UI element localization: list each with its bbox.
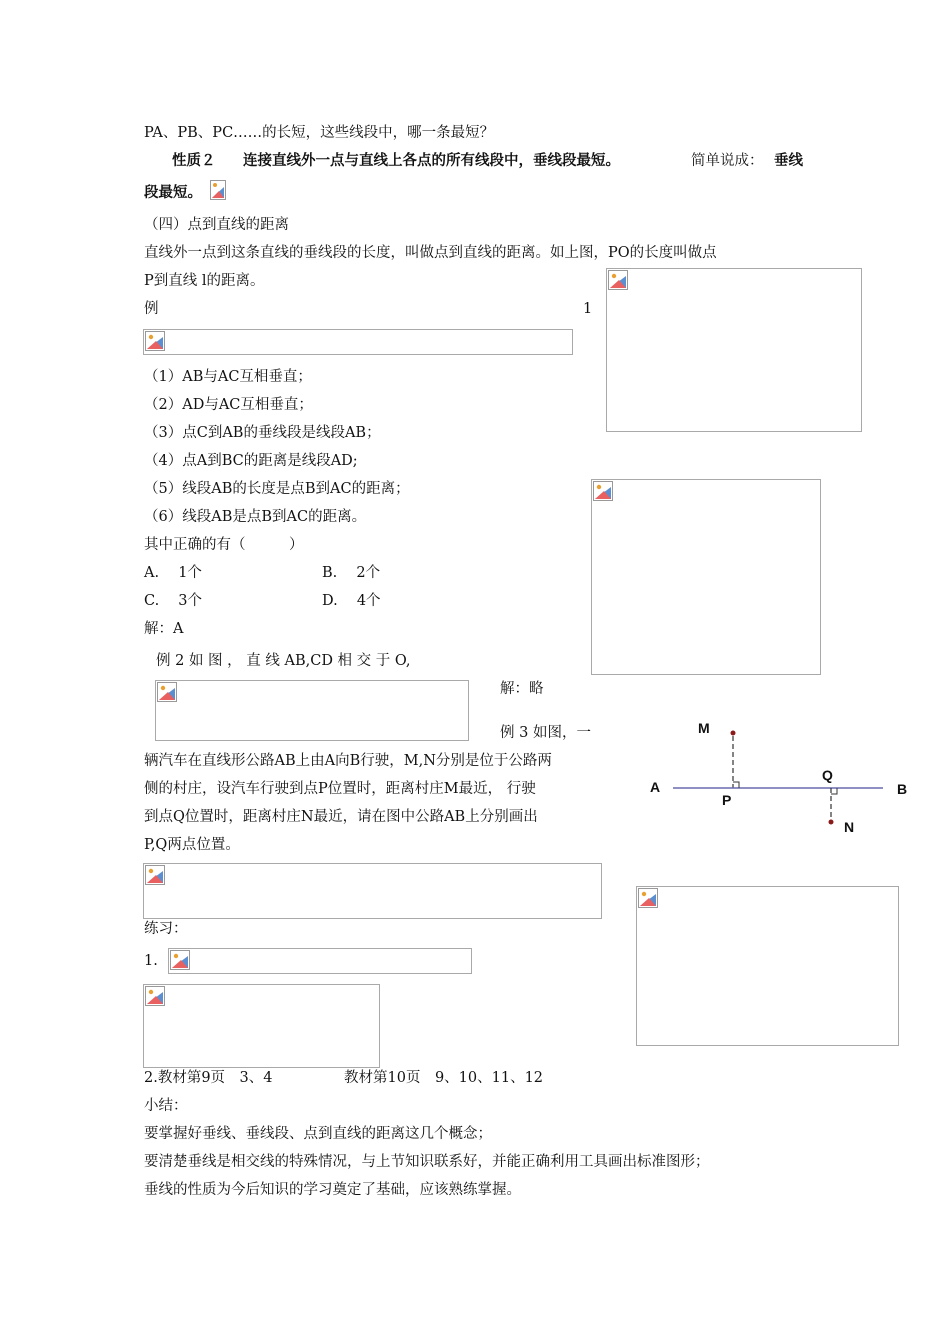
example-3-head: 例 3 如图，一	[500, 725, 591, 741]
right-angle-q	[831, 788, 837, 794]
summary-line: 要清楚垂线是相交线的特殊情况，与上节知识联系好，并能正确利用工具画出标准图形；	[144, 1154, 710, 1170]
label-n: N	[844, 819, 855, 835]
image-placeholder-ex1	[143, 329, 573, 355]
property-2-short-cont: 段最短。	[144, 185, 202, 201]
right-angle-p	[733, 782, 739, 788]
broken-image-icon	[593, 481, 613, 501]
image-placeholder-practice-2	[143, 984, 380, 1068]
option-a: A. 1个	[144, 565, 202, 581]
property-2-text: 连接直线外一点与直线上各点的所有线段中，垂线段最短。	[243, 153, 620, 169]
definition-line-1: 直线外一点到这条直线的垂线段的长度，叫做点到直线的距离。如上图，PO的长度叫做点	[144, 245, 717, 261]
example-1-item: （1）AB与AC互相垂直；	[144, 369, 312, 385]
practice-2-a: 2.教材第9页 3、4	[144, 1070, 273, 1086]
example-2-answer: 解：略	[500, 681, 544, 697]
label-m: M	[698, 720, 710, 736]
example-1-item: （6）线段AB是点B到AC的距离。	[144, 509, 367, 525]
example-1-item: （4）点A到BC的距离是线段AD;	[144, 453, 358, 469]
example-3-line: 辆汽车在直线形公路AB上由A向B行驶，M,N分别是位于公路两	[144, 753, 552, 769]
summary-line: 要掌握好垂线、垂线段、点到直线的距离这几个概念；	[144, 1126, 492, 1142]
image-placeholder-ex2	[155, 680, 469, 741]
example-1-item: （2）AD与AC互相垂直；	[144, 397, 313, 413]
example-1-item: （5）线段AB的长度是点B到AC的距离；	[144, 481, 410, 497]
summary-line: 垂线的性质为今后知识的学习奠定了基础，应该熟练掌握。	[144, 1182, 521, 1198]
broken-image-icon	[145, 865, 165, 885]
point-m	[731, 731, 736, 736]
intro-line: PA、PB、PC……的长短，这些线段中，哪一条最短？	[144, 125, 495, 141]
example-3-line: 侧的村庄，设汽车行驶到点P位置时，距离村庄M最近， 行驶	[144, 781, 536, 797]
image-placeholder-1	[606, 268, 862, 432]
image-placeholder-2	[591, 479, 821, 675]
broken-image-icon	[210, 180, 226, 200]
definition-line-2: P到直线 l的距离。	[144, 273, 265, 289]
option-c: C. 3个	[144, 593, 203, 609]
practice-1-label: 1.	[144, 953, 158, 969]
image-placeholder-practice-1	[168, 948, 472, 974]
option-d: D. 4个	[322, 593, 381, 609]
broken-image-icon	[638, 888, 658, 908]
label-q: Q	[822, 767, 833, 783]
road-figure	[640, 710, 920, 840]
broken-image-icon	[145, 331, 165, 351]
example-1-label: 例	[144, 301, 159, 317]
broken-image-icon	[157, 682, 177, 702]
label-b: B	[897, 781, 908, 797]
broken-image-icon	[608, 270, 628, 290]
section-4-title: （四）点到直线的距离	[144, 217, 289, 233]
example-1-number: 1	[583, 301, 593, 317]
property-2-label: 性质２	[172, 153, 216, 169]
example-1-question: 其中正确的有（ ）	[144, 537, 304, 553]
point-n	[829, 820, 834, 825]
example-2-text: 例 2 如 图 ， 直 线 AB,CD 相 交 于 O,	[156, 653, 411, 669]
label-p: P	[722, 792, 732, 808]
property-2-simple: 简单说成：	[691, 153, 764, 169]
example-3-line: P,Q两点位置。	[144, 837, 240, 853]
example-1-answer: 解：A	[144, 621, 184, 637]
option-b: B. 2个	[322, 565, 381, 581]
image-placeholder-ex3	[143, 863, 602, 919]
summary-title: 小结：	[144, 1098, 188, 1114]
broken-image-icon	[145, 986, 165, 1006]
example-1-item: （3）点C到AB的垂线段是线段AB；	[144, 425, 381, 441]
practice-title: 练习：	[144, 921, 188, 937]
label-a: A	[650, 779, 661, 795]
broken-image-icon	[170, 950, 190, 970]
image-placeholder-3	[636, 886, 899, 1046]
property-2-short: 垂线	[774, 153, 803, 169]
example-3-line: 到点Q位置时，距离村庄N最近，请在图中公路AB上分别画出	[144, 809, 538, 825]
practice-2-b: 教材第10页 9、10、11、12	[344, 1070, 544, 1086]
